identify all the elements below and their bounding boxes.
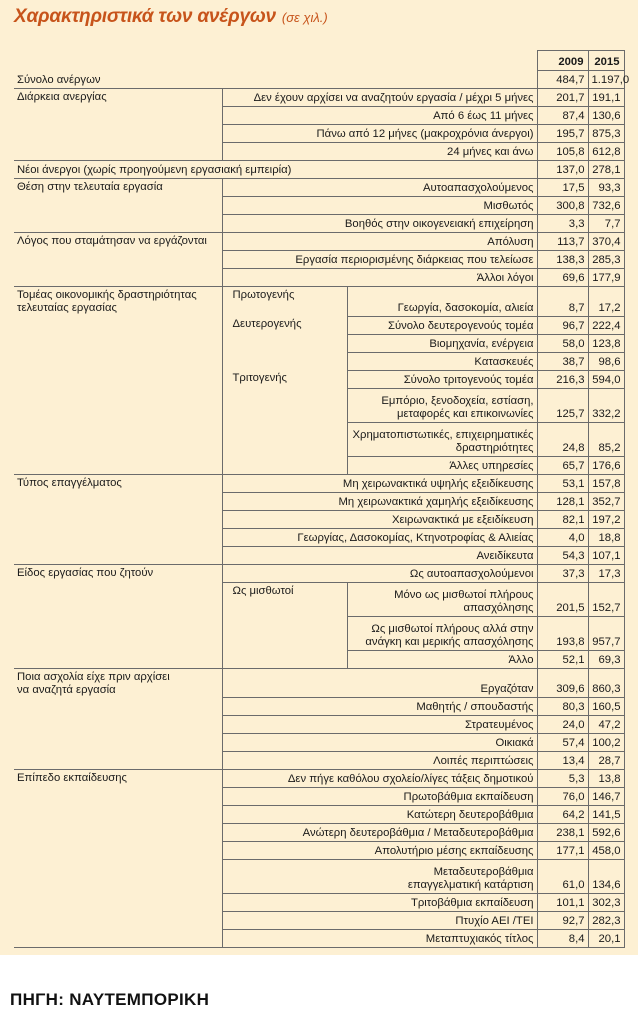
value-2015: 302,3 xyxy=(588,894,624,912)
table-row xyxy=(14,582,624,616)
row-label xyxy=(222,125,537,143)
value-2009: 309,6 xyxy=(537,668,588,698)
row-label-line1: Στρατευμένος xyxy=(465,719,534,731)
value-2015: 612,8 xyxy=(588,143,624,161)
value-2015: 98,6 xyxy=(588,352,624,370)
category-cell xyxy=(14,233,222,251)
row-label-line1: Οικιακά xyxy=(495,737,534,749)
value-2015: 458,0 xyxy=(588,842,624,860)
category-label: Σύνολο ανέργων xyxy=(17,74,101,86)
row-label-line1: Πτυχίο ΑΕΙ /ΤΕΙ xyxy=(455,915,534,927)
table-row xyxy=(14,930,624,948)
value-2015: 130,6 xyxy=(588,107,624,125)
value-2009: 24,8 xyxy=(537,422,588,456)
header-spacer xyxy=(222,51,347,71)
category-label: Τύπος επαγγέλματος xyxy=(17,476,122,489)
units-subtitle: (σε χιλ.) xyxy=(281,10,328,25)
value-2015: 176,6 xyxy=(588,456,624,474)
category-cell xyxy=(14,251,222,269)
row-label xyxy=(222,806,537,824)
value-2009: 82,1 xyxy=(537,510,588,528)
table-row xyxy=(14,474,624,492)
value-2009: 3,3 xyxy=(537,215,588,233)
subcategory-cell xyxy=(222,334,347,352)
table-row xyxy=(14,894,624,912)
row-label-line2: δραστηριότητες xyxy=(455,441,534,454)
category-cell xyxy=(14,316,222,334)
row-label xyxy=(222,197,537,215)
category-cell xyxy=(14,788,222,806)
row-label xyxy=(222,716,537,734)
row-label xyxy=(222,842,537,860)
header-spacer xyxy=(14,51,222,71)
value-2009: 201,7 xyxy=(537,89,588,107)
category-cell xyxy=(14,824,222,842)
category-cell xyxy=(14,422,222,456)
row-label xyxy=(222,930,537,948)
row-label-line1: Αυτοαπασχολούμενος xyxy=(422,182,534,194)
subcategory-cell: Τριτογενής xyxy=(222,370,347,388)
value-2009: 37,3 xyxy=(537,564,588,582)
value-2015: 191,1 xyxy=(588,89,624,107)
value-2009: 13,4 xyxy=(537,752,588,770)
value-2009: 8,4 xyxy=(537,930,588,948)
row-label-line1: Γεωργία, δασοκομία, αλιεία xyxy=(397,301,534,314)
category-cell xyxy=(14,752,222,770)
value-2015: 146,7 xyxy=(588,788,624,806)
value-2009: 17,5 xyxy=(537,179,588,197)
row-label xyxy=(222,824,537,842)
table-row xyxy=(14,179,624,197)
table-row xyxy=(14,71,624,89)
value-2015: 957,7 xyxy=(588,616,624,650)
row-label-line1: Γεωργίας, Δασοκομίας, Κτηνοτροφίας & Αλιείας xyxy=(297,531,534,544)
table-row xyxy=(14,734,624,752)
row-label-line1: Κατασκευές xyxy=(474,355,534,368)
subcategory-cell xyxy=(222,388,347,422)
table-row xyxy=(14,161,624,179)
category-cell xyxy=(14,698,222,716)
row-label-line1: Μισθωτός xyxy=(483,200,534,212)
category-cell xyxy=(14,650,222,668)
row-label xyxy=(222,668,537,698)
column-header-2009: 2009 xyxy=(537,51,588,71)
row-label-line1: Χειρωνακτικά με εξειδίκευση xyxy=(391,513,534,526)
row-label-line1: 24 μήνες και άνω xyxy=(447,146,534,158)
category-cell xyxy=(14,894,222,912)
header-row xyxy=(14,51,624,71)
table-row xyxy=(14,716,624,734)
value-2009: 137,0 xyxy=(537,161,588,179)
value-2009: 105,8 xyxy=(537,143,588,161)
row-label xyxy=(222,860,537,894)
value-2015: 278,1 xyxy=(588,161,624,179)
row-label xyxy=(222,528,537,546)
row-label-line1: Δεν έχουν αρχίσει να αναζητούν εργασία / μέχρι 5 μήνες xyxy=(253,92,534,104)
row-label-line1: Βοηθός στην οικογενειακή επιχείρηση xyxy=(344,218,534,230)
row-label xyxy=(222,546,537,564)
subcategory-cell xyxy=(222,456,347,474)
row-label-line1: Χρηματοπιστωτικές, επιχειρηματικές xyxy=(352,428,534,441)
subcategory-cell: Δευτερογενής xyxy=(222,316,347,334)
row-label xyxy=(347,334,537,352)
table-row xyxy=(14,912,624,930)
value-2015: 732,6 xyxy=(588,197,624,215)
row-label-line1: Άλλοι λόγοι xyxy=(476,272,534,284)
row-label xyxy=(222,492,537,510)
row-label-line1: Εργασία περιορισμένης διάρκειας που τελείωσε xyxy=(295,254,534,266)
table-row xyxy=(14,806,624,824)
category-cell xyxy=(14,842,222,860)
table-row xyxy=(14,456,624,474)
category-label: Ποια ασχολία είχε πριν αρχίσει xyxy=(17,670,170,683)
table-row xyxy=(14,89,624,107)
category-cell xyxy=(14,806,222,824)
value-2015: 860,3 xyxy=(588,668,624,698)
category-label: Θέση στην τελευταία εργασία xyxy=(17,181,163,193)
category-cell xyxy=(14,71,537,89)
table-row xyxy=(14,510,624,528)
row-label xyxy=(347,388,537,422)
category-cell xyxy=(14,860,222,894)
value-2015: 93,3 xyxy=(588,179,624,197)
table-row xyxy=(14,251,624,269)
category-cell xyxy=(14,770,222,788)
row-label xyxy=(347,352,537,370)
category-label: Νέοι άνεργοι (χωρίς προηγούμενη εργασιακή εμπειρία) xyxy=(17,164,292,176)
value-2009: 113,7 xyxy=(537,233,588,251)
category-label: Διάρκεια ανεργίας xyxy=(17,91,107,103)
table-row xyxy=(14,698,624,716)
value-2015: 47,2 xyxy=(588,716,624,734)
row-label-line1: Σύνολο δευτερογενούς τομέα xyxy=(387,319,534,332)
table-row xyxy=(14,650,624,668)
category-label-line2: να αναζητά εργασία xyxy=(17,683,116,696)
value-2015: 222,4 xyxy=(588,316,624,334)
row-label xyxy=(347,456,537,474)
row-label xyxy=(222,894,537,912)
unemployed-characteristics-table xyxy=(14,50,630,948)
value-2015: 592,6 xyxy=(588,824,624,842)
row-label-line2: μεταφορές και επικοινωνίες xyxy=(397,407,534,420)
value-2015: 141,5 xyxy=(588,806,624,824)
table-row xyxy=(14,752,624,770)
row-label-line1: Τριτοβάθμια εκπαίδευση xyxy=(410,897,534,909)
row-label-line1: Σύνολο τριτογενούς τομέα xyxy=(403,373,534,386)
category-label: Επίπεδο εκπαίδευσης xyxy=(17,772,127,784)
row-label xyxy=(222,912,537,930)
row-label xyxy=(222,734,537,752)
table-row xyxy=(14,197,624,215)
category-label: Τομέας οικονομικής δραστηριότητας xyxy=(17,289,197,301)
table-row xyxy=(14,528,624,546)
table-row xyxy=(14,269,624,287)
value-2009: 64,2 xyxy=(537,806,588,824)
value-2009: 24,0 xyxy=(537,716,588,734)
row-label xyxy=(222,474,537,492)
value-2009: 138,3 xyxy=(537,251,588,269)
row-label-line1: Ανώτερη δευτεροβάθμια / Μεταδευτεροβάθμια xyxy=(302,827,534,839)
category-label: Λόγος που σταμάτησαν να εργάζονται xyxy=(17,235,207,247)
value-2009: 87,4 xyxy=(537,107,588,125)
row-label xyxy=(222,251,537,269)
value-2015: 20,1 xyxy=(588,930,624,948)
value-2009: 53,1 xyxy=(537,474,588,492)
table-row xyxy=(14,842,624,860)
source-credit: ΠΗΓΗ: ΝΑΥΤΕΜΠΟΡΙΚΗ xyxy=(10,990,210,1009)
header-spacer xyxy=(347,51,537,71)
table-row xyxy=(14,143,624,161)
table-row xyxy=(14,770,624,788)
table-row xyxy=(14,492,624,510)
value-2009: 61,0 xyxy=(537,860,588,894)
value-2015: 875,3 xyxy=(588,125,624,143)
value-2009: 177,1 xyxy=(537,842,588,860)
category-label: Είδος εργασίας που ζητούν xyxy=(17,566,154,579)
value-2009: 69,6 xyxy=(537,269,588,287)
row-label-line1: Μεταπτυχιακός τίτλος xyxy=(425,933,534,945)
category-cell xyxy=(14,474,222,492)
row-label-line1: Άλλο xyxy=(508,653,534,666)
title-bar xyxy=(14,6,328,34)
row-label-line2: επαγγελματική κατάρτιση xyxy=(407,879,534,891)
category-cell xyxy=(14,564,222,582)
value-2015: 152,7 xyxy=(588,582,624,616)
value-2009: 201,5 xyxy=(537,582,588,616)
row-label xyxy=(222,770,537,788)
value-2009: 101,1 xyxy=(537,894,588,912)
value-2015: 69,3 xyxy=(588,650,624,668)
row-label-line1: Δεν πήγε καθόλου σχολείο/λίγες τάξεις δημοτικού xyxy=(287,773,534,785)
value-2015: 123,8 xyxy=(588,334,624,352)
table-row xyxy=(14,422,624,456)
subcategory-cell: Ως μισθωτοί xyxy=(222,582,347,616)
category-label-line2: τελευταίας εργασίας xyxy=(17,302,117,314)
row-label-line1: Μεταδευτεροβάθμια xyxy=(433,866,534,878)
category-cell xyxy=(14,456,222,474)
category-cell xyxy=(14,582,222,616)
row-label-line1: Κατώτερη δευτεροβάθμια xyxy=(406,809,534,821)
row-label xyxy=(222,233,537,251)
row-label xyxy=(347,287,537,317)
row-label xyxy=(222,564,537,582)
value-2009: 484,7 xyxy=(537,71,588,89)
subcategory-cell xyxy=(222,616,347,650)
category-cell xyxy=(14,528,222,546)
value-2015: 28,7 xyxy=(588,752,624,770)
row-label xyxy=(222,89,537,107)
row-label-line1: Λοιπές περιπτώσεις xyxy=(433,755,534,767)
row-label-line1: Βιομηχανία, ενέργεια xyxy=(429,337,534,350)
value-2009: 238,1 xyxy=(537,824,588,842)
row-label-line1: Ως μισθωτοί πλήρους αλλά στην xyxy=(371,622,534,635)
category-cell xyxy=(14,334,222,352)
value-2009: 38,7 xyxy=(537,352,588,370)
row-label-line1: Πάνω από 12 μήνες (μακροχρόνια άνεργοι) xyxy=(316,128,534,140)
value-2015: 7,7 xyxy=(588,215,624,233)
row-label xyxy=(347,650,537,668)
table-row xyxy=(14,616,624,650)
table-row xyxy=(14,233,624,251)
category-cell xyxy=(14,352,222,370)
row-label xyxy=(347,422,537,456)
row-label-line1: Απόλυση xyxy=(487,236,534,248)
value-2009: 54,3 xyxy=(537,546,588,564)
row-label xyxy=(222,752,537,770)
value-2015: 13,8 xyxy=(588,770,624,788)
row-label-line1: Μόνο ως μισθωτοί πλήρους xyxy=(394,588,534,601)
value-2009: 300,8 xyxy=(537,197,588,215)
category-cell xyxy=(14,668,222,698)
value-2015: 332,2 xyxy=(588,388,624,422)
value-2015: 285,3 xyxy=(588,251,624,269)
row-label-line1: Πρωτοβάθμια εκπαίδευση xyxy=(403,791,534,803)
table-row xyxy=(14,215,624,233)
category-cell xyxy=(14,616,222,650)
row-label xyxy=(222,143,537,161)
category-cell xyxy=(14,197,222,215)
row-label-line2: ανάγκη και μερικής απασχόλησης xyxy=(365,635,534,648)
subcategory-cell: Πρωτογενής xyxy=(222,287,347,317)
row-label-line1: Μη χειρωνακτικά υψηλής εξειδίκευσης xyxy=(342,477,534,490)
table-row xyxy=(14,668,624,698)
table-row xyxy=(14,370,624,388)
value-2009: 125,7 xyxy=(537,388,588,422)
value-2009: 193,8 xyxy=(537,616,588,650)
category-cell xyxy=(14,143,222,161)
category-cell xyxy=(14,89,222,107)
value-2009: 4,0 xyxy=(537,528,588,546)
value-2009: 52,1 xyxy=(537,650,588,668)
row-label xyxy=(222,107,537,125)
row-label xyxy=(222,788,537,806)
row-label-line1: Ως αυτοαπασχολούμενοι xyxy=(409,567,534,580)
value-2015: 1.197,0 xyxy=(588,71,624,89)
row-label-line1: Απολυτήριο μέσης εκπαίδευσης xyxy=(374,845,534,857)
value-2009: 8,7 xyxy=(537,287,588,317)
column-header-2015: 2015 xyxy=(588,51,624,71)
row-label xyxy=(222,269,537,287)
category-cell xyxy=(14,125,222,143)
category-cell xyxy=(14,716,222,734)
row-label-line1: Μαθητής / σπουδαστής xyxy=(416,701,534,713)
category-cell xyxy=(14,912,222,930)
row-label xyxy=(222,179,537,197)
table-row xyxy=(14,107,624,125)
value-2009: 128,1 xyxy=(537,492,588,510)
row-label-line2: απασχόλησης xyxy=(463,601,534,614)
row-label xyxy=(222,215,537,233)
category-cell xyxy=(14,287,222,317)
row-label-line1: Από 6 έως 11 μήνες xyxy=(433,110,534,122)
value-2009: 216,3 xyxy=(537,370,588,388)
value-2015: 107,1 xyxy=(588,546,624,564)
value-2015: 594,0 xyxy=(588,370,624,388)
value-2009: 65,7 xyxy=(537,456,588,474)
value-2015: 134,6 xyxy=(588,860,624,894)
row-label xyxy=(222,698,537,716)
value-2015: 370,4 xyxy=(588,233,624,251)
value-2015: 197,2 xyxy=(588,510,624,528)
value-2015: 18,8 xyxy=(588,528,624,546)
table-row xyxy=(14,824,624,842)
table-row xyxy=(14,860,624,894)
value-2009: 80,3 xyxy=(537,698,588,716)
value-2015: 100,2 xyxy=(588,734,624,752)
row-label xyxy=(347,370,537,388)
value-2009: 96,7 xyxy=(537,316,588,334)
table-row xyxy=(14,564,624,582)
table-row xyxy=(14,546,624,564)
row-label xyxy=(347,616,537,650)
value-2015: 85,2 xyxy=(588,422,624,456)
table-row xyxy=(14,316,624,334)
table-row xyxy=(14,125,624,143)
value-2015: 352,7 xyxy=(588,492,624,510)
value-2009: 195,7 xyxy=(537,125,588,143)
subcategory-cell xyxy=(222,422,347,456)
value-2009: 76,0 xyxy=(537,788,588,806)
subcategory-cell xyxy=(222,650,347,668)
table-row xyxy=(14,388,624,422)
row-label-line1: Εργαζόταν xyxy=(480,683,534,695)
category-cell xyxy=(14,510,222,528)
page-title: Χαρακτηριστικά των ανέργων xyxy=(14,6,276,27)
value-2015: 160,5 xyxy=(588,698,624,716)
category-cell xyxy=(14,269,222,287)
category-cell xyxy=(14,179,222,197)
category-cell xyxy=(14,492,222,510)
subcategory-cell xyxy=(222,352,347,370)
value-2015: 157,8 xyxy=(588,474,624,492)
table-row xyxy=(14,334,624,352)
table-row xyxy=(14,788,624,806)
table-row xyxy=(14,287,624,317)
data-table-wrap xyxy=(14,50,630,948)
category-cell xyxy=(14,388,222,422)
category-cell xyxy=(14,370,222,388)
value-2009: 57,4 xyxy=(537,734,588,752)
category-cell xyxy=(14,215,222,233)
category-cell xyxy=(14,546,222,564)
row-label-line1: Άλλες υπηρεσίες xyxy=(449,459,534,472)
category-cell xyxy=(14,734,222,752)
value-2009: 92,7 xyxy=(537,912,588,930)
value-2015: 177,9 xyxy=(588,269,624,287)
category-cell xyxy=(14,161,537,179)
category-cell xyxy=(14,930,222,948)
value-2009: 5,3 xyxy=(537,770,588,788)
value-2009: 58,0 xyxy=(537,334,588,352)
row-label-line1: Μη χειρωνακτικά χαμηλής εξειδίκευσης xyxy=(338,495,534,508)
value-2015: 17,2 xyxy=(588,287,624,317)
row-label-line1: Εμπόριο, ξενοδοχεία, εστίαση, xyxy=(381,394,534,407)
row-label xyxy=(222,510,537,528)
row-label-line1: Ανειδίκευτα xyxy=(476,549,534,562)
value-2015: 282,3 xyxy=(588,912,624,930)
row-label xyxy=(347,582,537,616)
category-cell xyxy=(14,107,222,125)
row-label xyxy=(347,316,537,334)
value-2015: 17,3 xyxy=(588,564,624,582)
table-row xyxy=(14,352,624,370)
